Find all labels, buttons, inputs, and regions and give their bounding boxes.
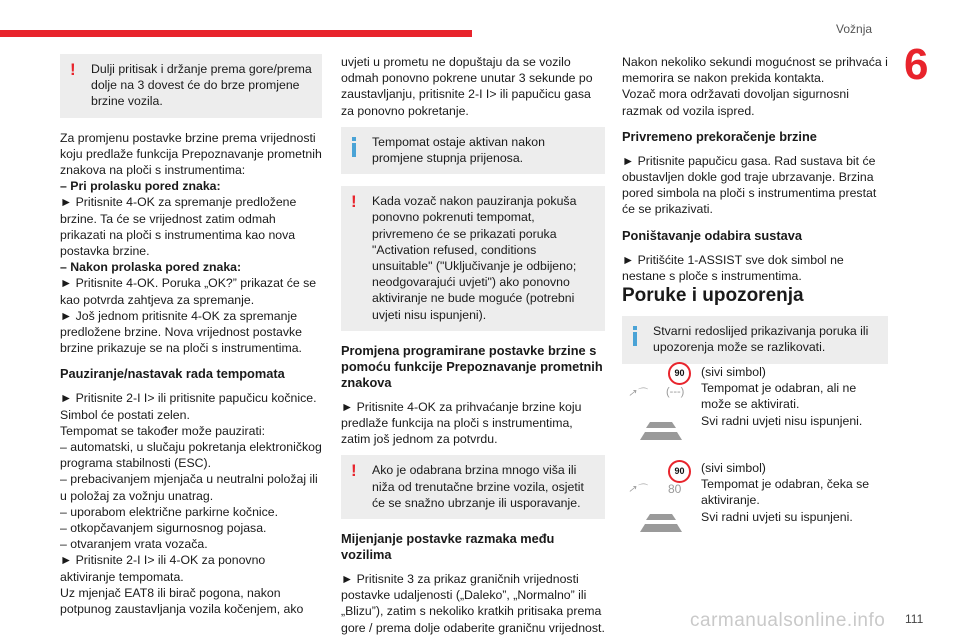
list-item: – prebacivanjem mjenjača u neutralni položaj ili u položaj za vožnju unatrag. bbox=[60, 472, 318, 503]
list-item: – uporabom električne parkirne kočnice. bbox=[60, 504, 279, 519]
paragraph: ► Pritisnite papučicu gasa. Rad sustava bit će obustavljen dokle god traje ubrzavanje. Brzina pored simbola na ploči s instrumentima prestat će se prikazivati. bbox=[622, 153, 877, 217]
list-item: – Pri prolasku pored znaka: bbox=[60, 179, 221, 194]
warning-text: Kada vozač nakon pauziranja pokuša ponovno pokrenuti tempomat, privremeno će se prikazati poruka "Activation refused, conditions unsuitable" ("Uključivanje je odbijeno; neodgovarajući uvjeti") ako ponovno aktiviranje ne bude moguće (potrebni uvjeti nisu ispunjeni). bbox=[372, 194, 577, 322]
section-heading: Poništavanje odabira sustava bbox=[622, 227, 802, 243]
paragraph: ► Pritisnite 3 za prikaz graničnih vrijednosti postavke udaljenosti („Daleko”, „Normalno” ili „Blizu”), zatim s nekoliko kratkih pritisaka prema gore / prema dolje odaberite graničnu vrijednost. bbox=[341, 572, 605, 635]
warning-text: Dulji pritisak i držanje prema gore/prema dolje na 3 dovest će do brze promjene brzine vozila. bbox=[91, 62, 312, 109]
list-item: – otkopčavanjem sigurnosnog pojasa. bbox=[60, 521, 267, 536]
list-item: ► Pritisnite 4-OK. Poruka „OK?” prikazat će se kao potvrda zahtjeva za spremanje. bbox=[60, 276, 317, 307]
warning-box bbox=[60, 54, 322, 118]
symbol-note: (sivi simbol) bbox=[701, 365, 766, 379]
section-heading: Mijenjanje postavke razmaka među vozilima bbox=[341, 531, 555, 563]
info-text: Stvarni redoslijed prikazivanja poruka ili upozorenja može se razlikovati. bbox=[653, 324, 869, 355]
paragraph: Uz mjenjač EAT8 ili birač pogona, nakon potpunog zaustavljanja vozila kočenjem, ako bbox=[60, 585, 304, 617]
section-heading: Pauziranje/nastavak rada tempomata bbox=[60, 366, 285, 382]
list-item: – Nakon prolaska pored znaka: bbox=[60, 260, 242, 275]
svg-text:↗⌒: ↗⌒ bbox=[628, 388, 647, 399]
info-icon bbox=[633, 326, 637, 346]
warning-icon: ! bbox=[70, 60, 76, 79]
warning-box bbox=[341, 186, 605, 331]
svg-text:↗⌒: ↗⌒ bbox=[628, 484, 647, 495]
speed-value: 80 bbox=[668, 482, 682, 496]
chapter-heading: Poruke i upozorenja bbox=[622, 285, 804, 307]
cruise-symbol-1 bbox=[626, 362, 696, 444]
chapter-number: 6 bbox=[904, 40, 929, 89]
info-box bbox=[341, 127, 605, 174]
paragraph: Vozač mora održavati dovoljan sigurnosni razmak od vozila ispred. bbox=[622, 87, 849, 118]
page-number: 111 bbox=[905, 612, 924, 626]
watermark: carmanualsonline.info bbox=[690, 610, 886, 631]
warning-icon: ! bbox=[351, 192, 357, 212]
symbol-description: Tempomat je odabran, čeka se aktiviranje. bbox=[701, 477, 870, 508]
symbol-condition: Svi radni uvjeti nisu ispunjeni. bbox=[701, 413, 863, 428]
list-item: ► Pritisnite 4-OK za spremanje predložene brzine. Ta će se vrijednost zatim odmah prikazati na ploči s instrumentima kao nova postavka brzine. bbox=[60, 195, 297, 259]
info-icon bbox=[352, 137, 356, 157]
symbol-description-2 bbox=[701, 460, 871, 525]
section-title: Vožnja bbox=[836, 22, 873, 36]
paragraph: Nakon nekoliko sekundi mogućnost se prihvaća i memorira se nakon prekida kontakta. bbox=[622, 55, 888, 86]
list-item: ► Pritisnite 2-I I> ili 4-OK za ponovno aktiviranje tempomata. bbox=[60, 553, 266, 584]
header-accent-bar bbox=[0, 30, 472, 37]
warning-text: Ako je odabrana brzina mnogo viša ili niža od trenutačne brzine vozila, osjetit će se snažno ubrzanje ili usporavanje. bbox=[372, 463, 584, 510]
paragraph: uvjeti u prometu ne dopuštaju da se vozilo odmah ponovno pokrene unutar 3 sekunde po zaustavljanju, pritisnite 2-I I> ili papučicu gasa za ponovno pokretanje. bbox=[341, 55, 593, 118]
symbol-description: Tempomat je odabran, ali ne može se aktivirati. bbox=[701, 381, 857, 412]
column-1 bbox=[60, 54, 322, 617]
cruise-symbol-2 bbox=[626, 460, 696, 542]
speed-placeholder: (---) bbox=[666, 386, 685, 398]
symbol-description-1 bbox=[701, 364, 871, 429]
paragraph: ► Pritisnite 4-OK za prihvaćanje brzine koju predlaže funkcija na ploči s instrumentima, zatim još jednom za potvrdu. bbox=[341, 399, 582, 447]
paragraph: Tempomat se također može pauzirati: bbox=[60, 423, 266, 438]
symbol-note: (sivi simbol) bbox=[701, 461, 766, 475]
paragraph: ► Pritisnite 2-I I> ili pritisnite papučicu kočnice. Simbol će postati zelen. bbox=[60, 391, 317, 422]
list-item: – otvaranjem vrata vozača. bbox=[60, 537, 208, 552]
column-2 bbox=[341, 54, 605, 636]
paragraph: Za promjenu postavke brzine prema vrijednosti koju predlaže funkcija Prepoznavanje prometnih znakova na ploči s instrumentima: bbox=[60, 130, 322, 178]
section-heading: Privremeno prekoračenje brzine bbox=[622, 128, 817, 144]
info-box bbox=[622, 316, 888, 363]
column-3 bbox=[622, 54, 888, 376]
warning-box bbox=[341, 455, 605, 519]
list-item: ► Još jednom pritisnite 4-OK za spremanje predložene brzine. Nova vrijednost postavke brzine prikazuje se na ploči s instrumentima. bbox=[60, 308, 302, 356]
info-text: Tempomat ostaje aktivan nakon promjene stupnja prijenosa. bbox=[372, 134, 545, 166]
speed-limit-badge: 90 bbox=[668, 460, 691, 483]
list-item: – automatski, u slučaju pokretanja elektroničkog programa stabilnosti (ESC). bbox=[60, 440, 322, 471]
paragraph: ► Pritišćite 1-ASSIST sve dok simbol ne nestane s ploče s instrumentima. bbox=[622, 252, 844, 283]
speed-limit-badge: 90 bbox=[668, 362, 691, 385]
warning-icon: ! bbox=[351, 461, 357, 481]
section-heading: Promjena programirane postavke brzine s pomoću funkcije Prepoznavanje prometnih znakova bbox=[341, 342, 603, 390]
symbol-condition: Svi radni uvjeti su ispunjeni. bbox=[701, 509, 853, 524]
